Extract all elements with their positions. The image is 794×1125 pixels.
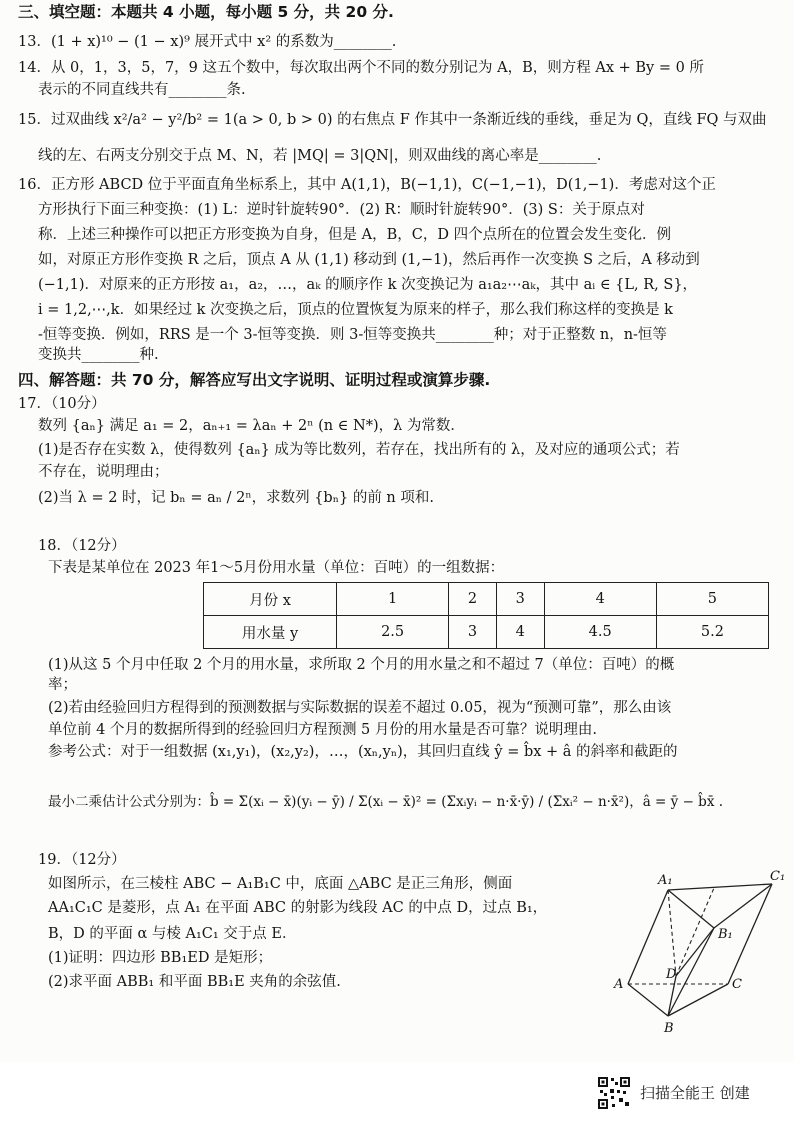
question-14-line-1: 14．从 0，1，3，5，7，9 这五个数中，每次取出两个不同的数分别记为 A，B，则方程 Ax + By = 0 所 bbox=[18, 60, 704, 76]
label-c1: C₁ bbox=[770, 869, 786, 884]
edge-a-b bbox=[628, 984, 668, 1016]
table-header-month: 月份 x bbox=[204, 583, 337, 616]
question-14-line-2: 表示的不同直线共有________条. bbox=[38, 82, 246, 98]
question-16-line-8: 变换共________种. bbox=[38, 347, 159, 363]
table-cell: 5 bbox=[656, 583, 768, 616]
question-16-line-5: (−1,1)．对原来的正方形按 a₁，a₂，…，aₖ 的顺序作 k 次变换记为 a₁a₂⋯aₖ，其中 aᵢ ∈ {L, R, S}， bbox=[38, 277, 698, 293]
question-18-line-3: (2)若由经验回归方程得到的预测数据与实际数据的误差不超过 0.05，视为“预测可靠”，那么由该 bbox=[48, 700, 672, 716]
question-16-line-2: 方形执行下面三种变换：(1) L：逆时针旋转90°．(2) R：顺时针旋转90°．(3) S：关于原点对 bbox=[38, 202, 645, 218]
question-18-line-1: (1)从这 5 个月中任取 2 个月的用水量，求所取 2 个月的用水量之和不超过 7（单位：百吨）的概 bbox=[48, 657, 675, 673]
label-a: A bbox=[614, 977, 624, 992]
table-cell: 4 bbox=[496, 616, 544, 649]
question-18-formula: 最小二乘估计公式分别为：b̂ = Σ(xᵢ − x̄)(yᵢ − ȳ) / Σ(xᵢ − x̄)² = (Σxᵢyᵢ − n·x̄·ȳ) / (Σxᵢ² − n·x̄²)，â = ȳ − b̂x̄ . bbox=[48, 794, 724, 810]
section-4-title: 四、解答题：共 70 分，解答应写出文字说明、证明过程或演算步骤. bbox=[18, 371, 491, 389]
question-16-line-6: i = 1,2,⋯,k．如果经过 k 次变换之后，顶点的位置恢复为原来的样子，那么我们称这样的变换是 k bbox=[38, 302, 673, 318]
edge-a1-d-hidden bbox=[668, 890, 676, 976]
question-19-line-2: AA₁C₁C 是菱形，点 A₁ 在平面 ABC 的射影为线段 AC 的中点 D，过点 B₁， bbox=[48, 900, 548, 916]
question-15-line-1: 15．过双曲线 x²/a² − y²/b² = 1(a > 0, b > 0) 的右焦点 F 作其中一条渐近线的垂线，垂足为 Q，直线 FQ 与双曲 bbox=[18, 112, 767, 128]
question-19-line-1: 如图所示，在三棱柱 ABC − A₁B₁C 中，底面 △ABC 是正三角形，侧面 bbox=[48, 876, 513, 892]
question-19-line-5: (2)求平面 ABB₁ 和平面 BB₁E 夹角的余弦值. bbox=[48, 974, 341, 990]
question-16-line-4: 如，对原正方形作变换 R 之后，顶点 A 从 (1,1) 移动到 (1,−1)，然后再作一次变换 S 之后，A 移动到 bbox=[38, 252, 700, 268]
question-17-line-3: 不存在，说明理由； bbox=[38, 464, 169, 480]
question-18-line-2: 率； bbox=[48, 677, 77, 693]
question-18-heading: 18．（12分） bbox=[38, 538, 126, 554]
question-19-line-3: B，D 的平面 α 与棱 A₁C₁ 交于点 E． bbox=[48, 926, 297, 942]
scanner-watermark-text: 扫描全能王 创建 bbox=[640, 1084, 750, 1102]
table-cell: 2 bbox=[449, 583, 497, 616]
question-17-heading: 17．（10分） bbox=[18, 396, 106, 412]
edge-c-c1 bbox=[728, 884, 772, 984]
edge-a-a1 bbox=[628, 890, 668, 984]
question-13: 13．(1 + x)¹⁰ − (1 − x)⁹ 展开式中 x² 的系数为________. bbox=[18, 34, 397, 50]
question-16-line-7: -恒等变换．例如，RRS 是一个 3-恒等变换．则 3-恒等变换共________种；对于正整数 n，n-恒等 bbox=[38, 327, 667, 343]
table-cell: 1 bbox=[337, 583, 449, 616]
question-19-heading: 19．（12分） bbox=[38, 852, 126, 868]
edge-a1-c1 bbox=[668, 884, 772, 890]
prism-figure bbox=[610, 866, 790, 1036]
qr-code-icon bbox=[597, 1076, 631, 1110]
table-header-usage: 用水量 y bbox=[204, 616, 337, 649]
edge-b-d bbox=[668, 976, 676, 1016]
edge-b1-c1 bbox=[714, 884, 772, 928]
table-cell: 5.2 bbox=[656, 616, 768, 649]
question-18-line-5: 参考公式：对于一组数据 (x₁,y₁)，(x₂,y₂)，…，(xₙ,yₙ)，其回归直线 ŷ = b̂x + â 的斜率和截距的 bbox=[48, 744, 678, 760]
label-a1: A₁ bbox=[658, 873, 673, 888]
question-17-line-1: 数列 {aₙ} 满足 a₁ = 2，aₙ₊₁ = λaₙ + 2ⁿ (n ∈ N*)，λ 为常数． bbox=[38, 418, 465, 434]
edge-d-b1 bbox=[676, 928, 714, 976]
table-cell: 3 bbox=[449, 616, 497, 649]
label-b1: B₁ bbox=[718, 927, 733, 942]
table-cell: 3 bbox=[496, 583, 544, 616]
edge-a1-b1 bbox=[668, 890, 714, 928]
label-c: C bbox=[732, 977, 742, 992]
question-18-intro: 下表是某单位在 2023 年1～5月份用水量（单位：百吨）的一组数据： bbox=[48, 560, 505, 576]
question-16-line-3: 称．上述三种操作可以把正方形变换为自身，但是 A，B，C，D 四个点所在的位置会发生变化．例 bbox=[38, 227, 672, 243]
table-cell: 4 bbox=[544, 583, 656, 616]
label-b: B bbox=[664, 1021, 674, 1036]
question-16-line-1: 16．正方形 ABCD 位于平面直角坐标系上，其中 A(1,1)，B(−1,1)，C(−1,−1)，D(1,−1)．考虑对这个正 bbox=[18, 177, 716, 193]
question-15-line-2: 线的左、右两支分别交于点 M、N，若 |MQ| = 3|QN|，则双曲线的离心率是________. bbox=[38, 148, 602, 164]
label-d: D bbox=[666, 967, 677, 982]
question-17-line-4: (2)当 λ = 2 时，记 bₙ = aₙ / 2ⁿ，求数列 {bₙ} 的前 n 项和. bbox=[38, 490, 434, 506]
question-19-line-4: (1)证明：四边形 BB₁ED 是矩形； bbox=[48, 950, 273, 966]
table-row bbox=[204, 583, 769, 616]
water-usage-table bbox=[203, 582, 769, 649]
table-cell: 4.5 bbox=[544, 616, 656, 649]
question-17-line-2: (1)是否存在实数 λ，使得数列 {aₙ} 成为等比数列，若存在，找出所有的 λ，及对应的通项公式；若 bbox=[38, 442, 680, 458]
table-cell: 2.5 bbox=[337, 616, 449, 649]
table-row bbox=[204, 616, 769, 649]
question-18-line-4: 单位前 4 个月的数据所得到的经验回归方程预测 5 月份的用水量是否可靠？说明理由. bbox=[48, 722, 597, 738]
section-3-title: 三、填空题：本题共 4 小题，每小题 5 分，共 20 分. bbox=[18, 3, 394, 21]
